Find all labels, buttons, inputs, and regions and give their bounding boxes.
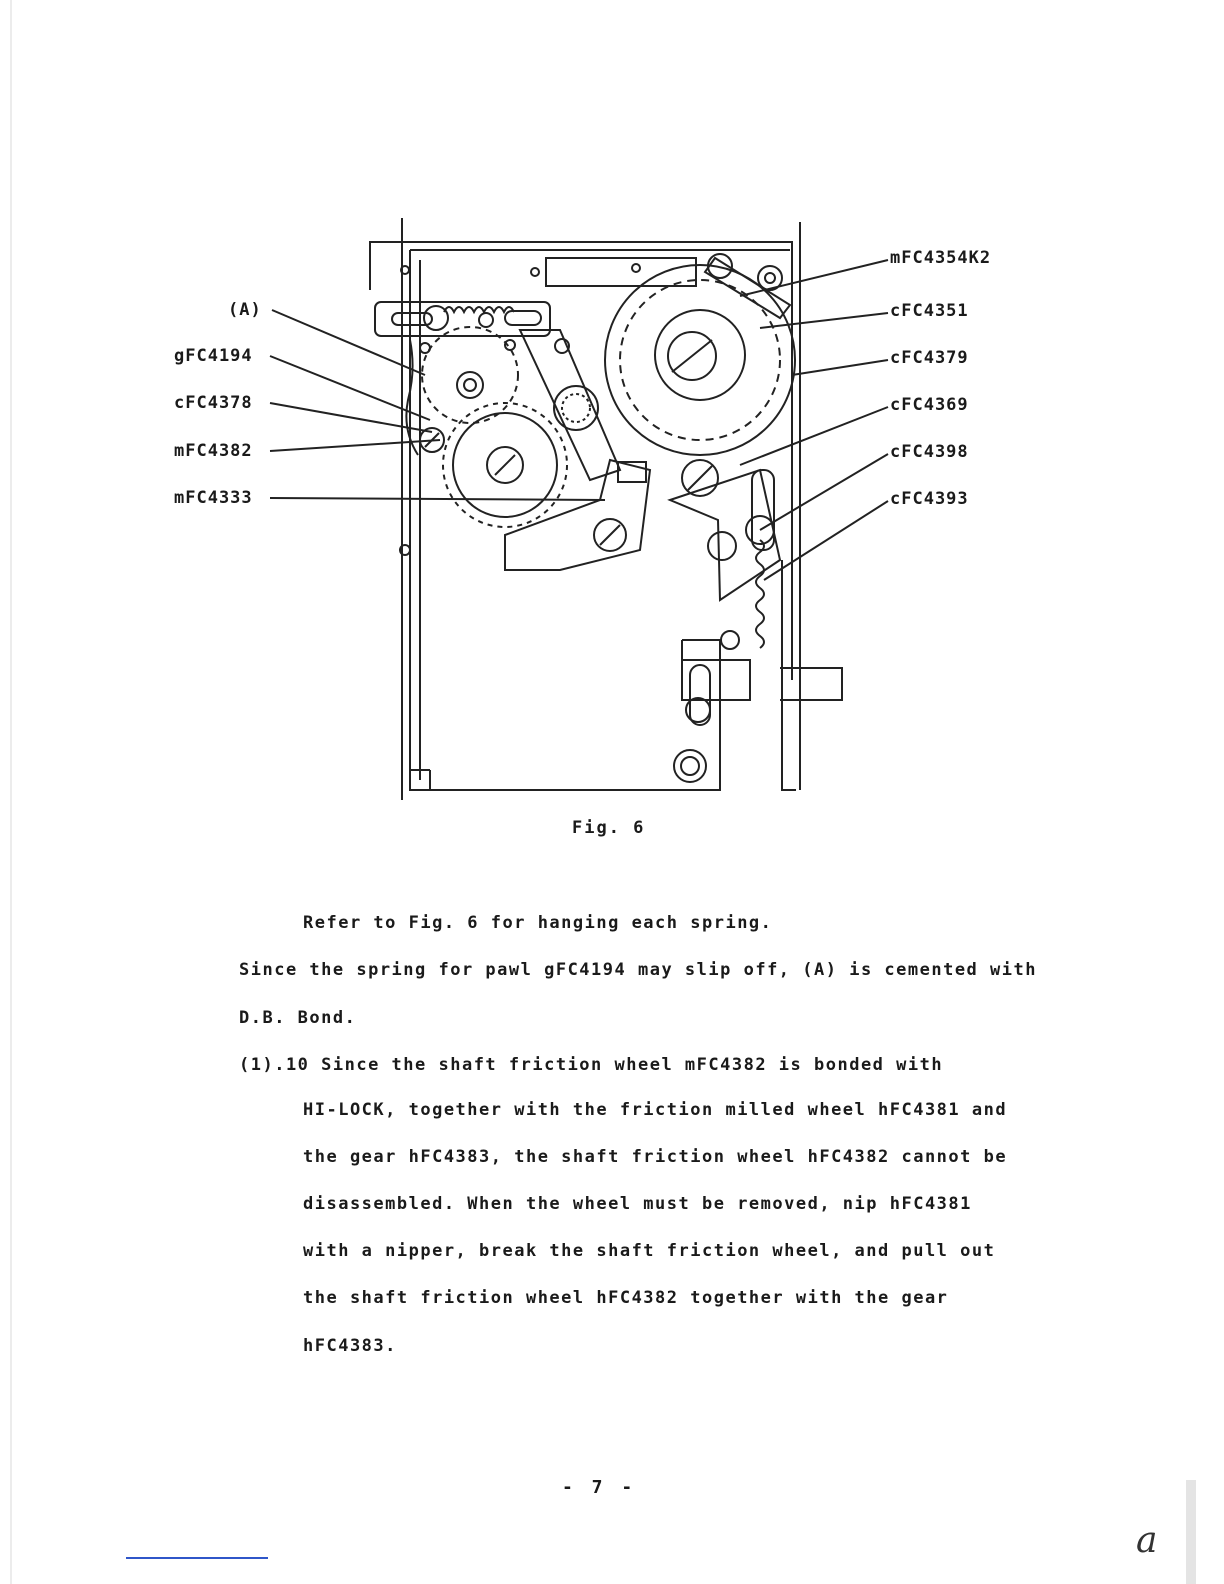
leader-line	[764, 501, 888, 580]
text-line: with a nipper, break the shaft friction wheel, and pull out	[303, 1241, 996, 1261]
screw	[479, 313, 493, 327]
plate-outline	[410, 250, 720, 790]
text-line: (1).10 Since the shaft friction wheel mFC4382 is bonded with	[239, 1055, 944, 1075]
text-line: the shaft friction wheel hFC4382 together with the gear	[303, 1288, 949, 1308]
figure-label-cfc4351: cFC4351	[890, 301, 969, 321]
figure-label-cfc4378: cFC4378	[174, 393, 253, 413]
leader-line	[740, 407, 888, 465]
handwritten-mark: a	[1136, 1520, 1158, 1561]
pinion-teeth	[562, 394, 590, 422]
figure-label-a: (A)	[228, 300, 262, 320]
spring-a	[444, 307, 514, 312]
footer-line	[126, 1557, 268, 1559]
adjust-screw	[674, 750, 706, 782]
figure-label-mfc4354k2: mFC4354K2	[890, 248, 992, 268]
scan-edge-right	[1186, 1480, 1196, 1584]
text-line: HI-LOCK, together with the friction milled wheel hFC4381 and	[303, 1100, 1008, 1120]
adjust-screw-inner	[681, 757, 699, 775]
hole	[632, 264, 640, 272]
text-line: hFC4383.	[303, 1336, 397, 1356]
leader-line	[740, 260, 888, 296]
hub-slot	[495, 455, 515, 475]
figure-label-gfc4194: gFC4194	[174, 346, 253, 366]
screw	[420, 343, 430, 353]
gear-hub-inner	[464, 379, 476, 391]
bracket-right	[780, 668, 842, 700]
leader-line	[760, 454, 888, 530]
figure-label-mfc4382: mFC4382	[174, 441, 253, 461]
leader-line	[270, 498, 605, 500]
hole	[721, 631, 739, 649]
bracket	[682, 640, 720, 660]
gear-hub	[457, 372, 483, 398]
slot	[505, 311, 541, 325]
leader-line	[792, 360, 888, 375]
spring-wire	[406, 340, 418, 455]
figure-label-cfc4379: cFC4379	[890, 348, 969, 368]
figure-label-mfc4333: mFC4333	[174, 488, 253, 508]
hub-slot	[672, 340, 712, 372]
text-line: disassembled. When the wheel must be removed, nip hFC4381	[303, 1194, 972, 1214]
text-line: the gear hFC4383, the shaft friction wheel hFC4382 cannot be	[303, 1147, 1008, 1167]
spring-vertical	[756, 540, 764, 648]
lower-lever	[505, 460, 650, 570]
leader-line	[270, 356, 430, 420]
figure-label-cfc4398: cFC4398	[890, 442, 969, 462]
ratchet-wheel	[605, 265, 795, 455]
text-line: D.B. Bond.	[239, 1008, 357, 1028]
screw-slot	[600, 525, 620, 545]
text-line: Since the spring for pawl gFC4194 may slip off, (A) is cemented with	[239, 960, 1037, 980]
pinion	[554, 386, 598, 430]
side-rail	[782, 560, 796, 790]
top-slot-plate	[546, 258, 696, 286]
bracket-plate	[682, 660, 750, 700]
figure-caption: Fig. 6	[572, 818, 646, 838]
figure-label-cfc4369: cFC4369	[890, 395, 969, 415]
leader-line	[760, 313, 888, 328]
slot	[690, 665, 710, 725]
screw-slotted	[708, 532, 736, 560]
gear-dashed	[422, 327, 518, 423]
hole	[531, 268, 539, 276]
top-pivot-inner	[765, 273, 775, 283]
text-line: Refer to Fig. 6 for hanging each spring.	[303, 913, 773, 933]
page-number: - 7 -	[562, 1477, 637, 1498]
figure-label-cfc4393: cFC4393	[890, 489, 969, 509]
